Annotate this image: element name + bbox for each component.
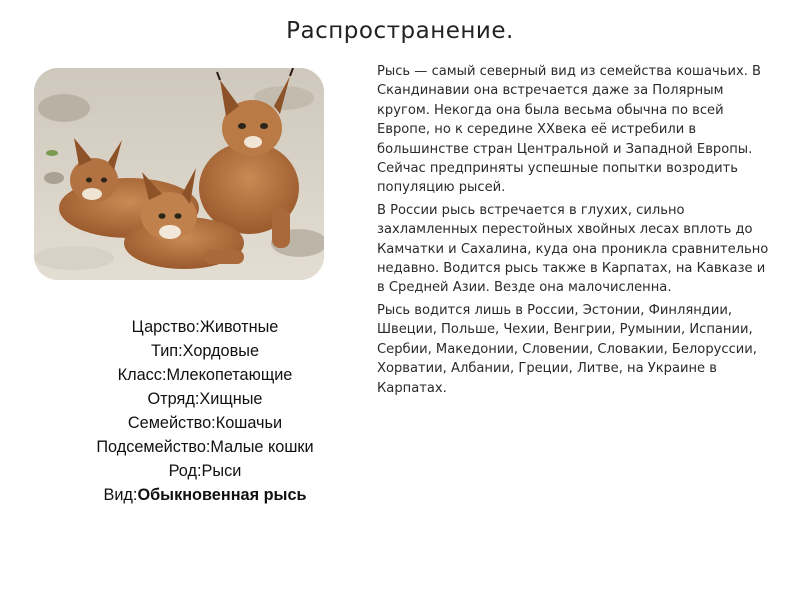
taxonomy-kingdom: Царство:Животные	[131, 318, 279, 336]
taxonomy-genus: Род:Рыси	[168, 462, 242, 480]
taxonomy-order: Отряд:Хищные	[147, 390, 263, 408]
paragraph-russia: В России рысь встречается в глухих, сильно захламленных перестойных хвойных лесах вплоть до Камчатки и Сахалина, куда она проникла сравнительно недавно. Водится рысь также в Карпатах, на Кавказе и в Средней Азии. Везде она малочисленна.	[377, 202, 769, 296]
taxonomy-phylum: Тип:Хордовые	[150, 342, 260, 360]
taxonomy-class: Класс:Млекопетающие	[117, 366, 293, 384]
paragraph-countries: Рысь водится лишь в России, Эстонии, Финляндии, Швеции, Польше, Чехии, Венгрии, Румынии, Испании, Сербии, Македонии, Словении, Словакии, Белоруссии, Хорватии, Албании, Греции, Литве, на Украине в Карпатах.	[377, 302, 757, 396]
taxonomy-list	[40, 315, 370, 507]
lynx-kittens-photo	[34, 68, 324, 280]
distribution-text	[377, 62, 775, 401]
paragraph-europe: Рысь — самый северный вид из семейства кошачьих. В Скандинавии она встречается даже за Полярным кругом. Некогда она была весьма обычна по всей Европе, но к середине XXвека её истребили в большинстве стран Центральной и Западной Европы. Сейчас предприняты успешные попытки возродить популяцию рысей.	[377, 64, 762, 196]
taxonomy-family: Семейство:Кошачьи	[127, 414, 283, 432]
taxonomy-subfamily: Подсемейство:Малые кошки	[96, 438, 314, 456]
slide-title: Распространение.	[286, 18, 514, 44]
taxonomy-species: Вид:Обыкновенная рысь	[103, 486, 307, 504]
